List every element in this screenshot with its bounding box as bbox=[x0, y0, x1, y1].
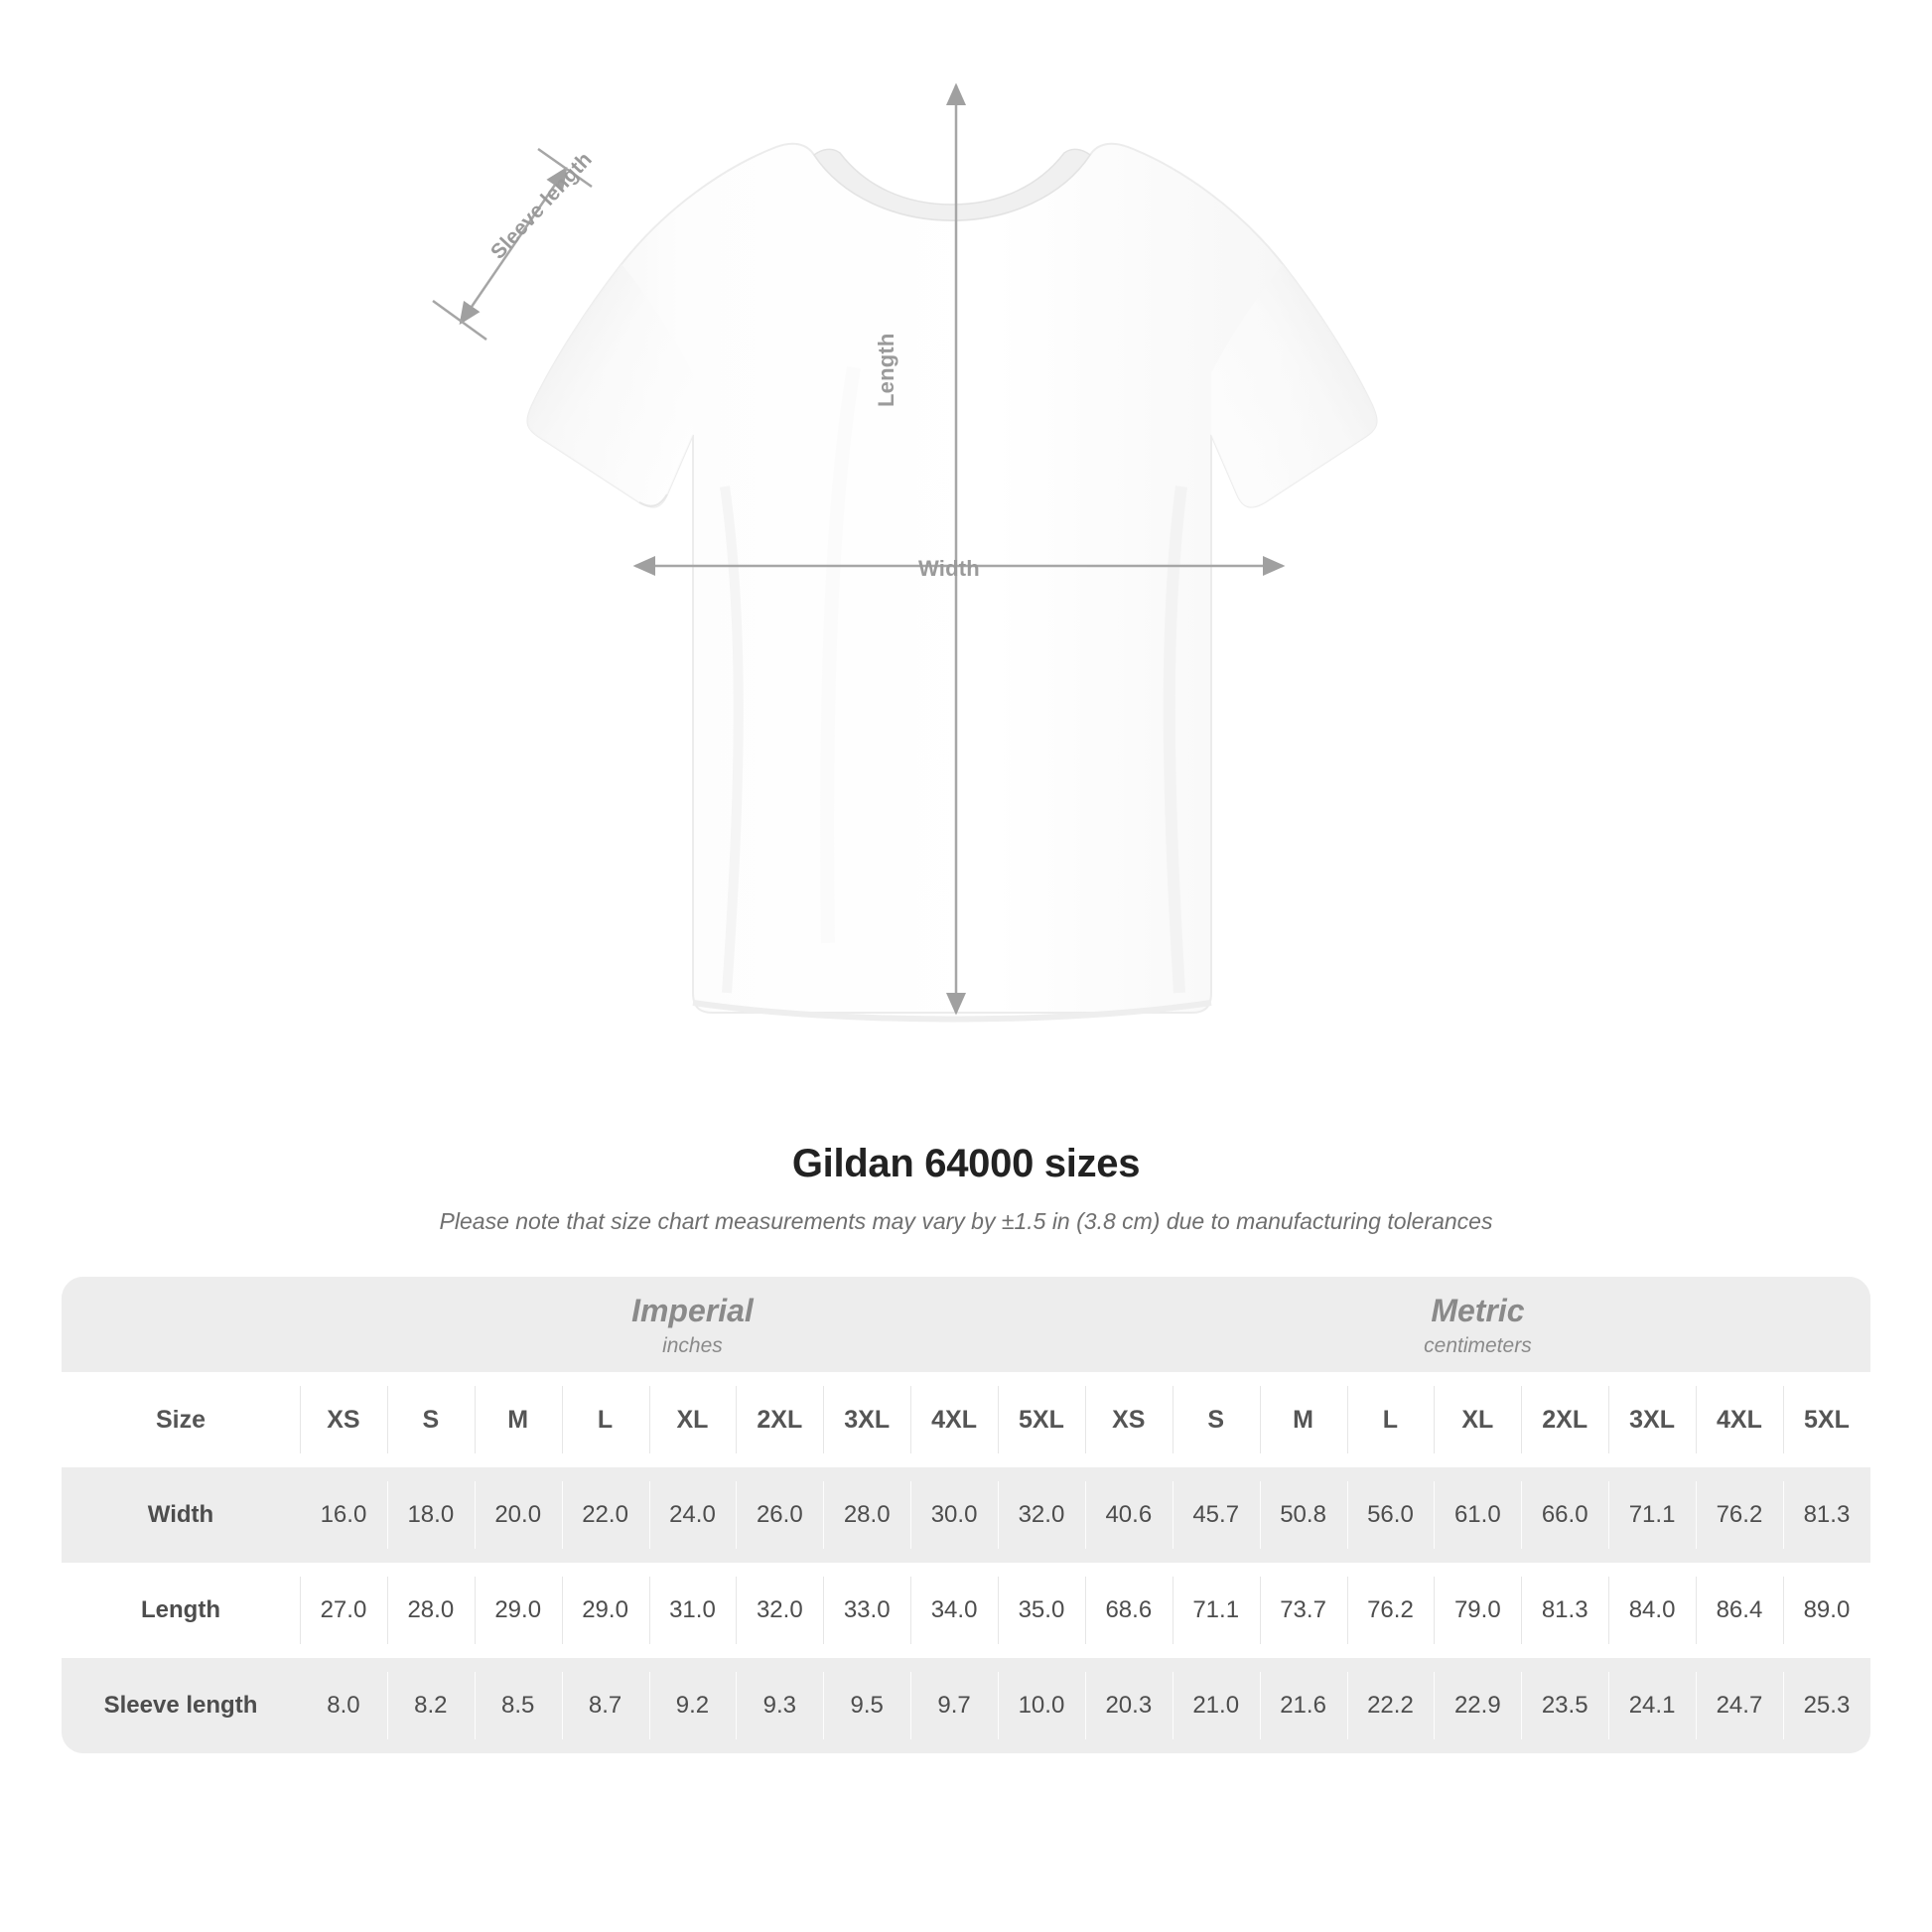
length-imperial-4xl: 34.0 bbox=[910, 1563, 998, 1658]
size-header-imperial-l: L bbox=[562, 1372, 649, 1467]
metric-header bbox=[1085, 1277, 1870, 1372]
size-header-metric-xl: XL bbox=[1434, 1372, 1521, 1467]
width-imperial-s: 18.0 bbox=[387, 1467, 475, 1563]
metric-unit-label: centimeters bbox=[1424, 1334, 1532, 1357]
size-header-imperial-3xl: 3XL bbox=[823, 1372, 910, 1467]
width-imperial-5xl: 32.0 bbox=[998, 1467, 1085, 1563]
sleeve-metric-xl: 22.9 bbox=[1434, 1658, 1521, 1753]
width-metric-s: 45.7 bbox=[1173, 1467, 1260, 1563]
tolerance-note: Please note that size chart measurements may vary by ±1.5 in (3.8 cm) due to manufacturing tolerances bbox=[439, 1208, 1493, 1234]
page-title: Gildan 64000 sizes bbox=[791, 1142, 1141, 1185]
length-metric-3xl: 84.0 bbox=[1608, 1563, 1696, 1658]
sleeve-imperial-l: 8.7 bbox=[562, 1658, 649, 1753]
table-row bbox=[62, 1658, 1870, 1753]
length-imperial-5xl: 35.0 bbox=[998, 1563, 1085, 1658]
table-row bbox=[62, 1563, 1870, 1658]
width-metric-4xl: 76.2 bbox=[1696, 1467, 1783, 1563]
width-metric-2xl: 66.0 bbox=[1521, 1467, 1608, 1563]
sleeve-length-dimension-label: Sleeve length bbox=[486, 148, 597, 264]
size-header-imperial-2xl: 2XL bbox=[736, 1372, 823, 1467]
sleeve-imperial-xl: 9.2 bbox=[649, 1658, 737, 1753]
width-imperial-4xl: 30.0 bbox=[910, 1467, 998, 1563]
width-metric-xs: 40.6 bbox=[1085, 1467, 1173, 1563]
length-dimension-label: Length bbox=[874, 333, 898, 407]
sleeve-imperial-5xl: 10.0 bbox=[998, 1658, 1085, 1753]
size-header-metric-5xl: 5XL bbox=[1783, 1372, 1870, 1467]
size-header-metric-4xl: 4XL bbox=[1696, 1372, 1783, 1467]
size-header-metric-l: L bbox=[1347, 1372, 1435, 1467]
unit-header-spacer bbox=[62, 1277, 300, 1372]
width-imperial-xl: 24.0 bbox=[649, 1467, 737, 1563]
size-corner-label: Size bbox=[62, 1372, 300, 1467]
metric-system-label: Metric bbox=[1431, 1293, 1525, 1328]
size-header-imperial-xs: XS bbox=[300, 1372, 387, 1467]
sleeve-imperial-m: 8.5 bbox=[475, 1658, 562, 1753]
size-header-metric-2xl: 2XL bbox=[1521, 1372, 1608, 1467]
length-metric-5xl: 89.0 bbox=[1783, 1563, 1870, 1658]
length-metric-xl: 79.0 bbox=[1434, 1563, 1521, 1658]
size-header-metric-m: M bbox=[1260, 1372, 1347, 1467]
length-imperial-xl: 31.0 bbox=[649, 1563, 737, 1658]
sleeve-metric-s: 21.0 bbox=[1173, 1658, 1260, 1753]
imperial-unit-label: inches bbox=[662, 1334, 723, 1357]
width-imperial-2xl: 26.0 bbox=[736, 1467, 823, 1563]
width-metric-3xl: 71.1 bbox=[1608, 1467, 1696, 1563]
width-metric-l: 56.0 bbox=[1347, 1467, 1435, 1563]
width-imperial-3xl: 28.0 bbox=[823, 1467, 910, 1563]
length-imperial-xs: 27.0 bbox=[300, 1563, 387, 1658]
size-table-container bbox=[62, 1277, 1870, 1753]
sleeve-metric-3xl: 24.1 bbox=[1608, 1658, 1696, 1753]
sleeve-metric-4xl: 24.7 bbox=[1696, 1658, 1783, 1753]
size-header-imperial-m: M bbox=[475, 1372, 562, 1467]
sleeve-imperial-xs: 8.0 bbox=[300, 1658, 387, 1753]
sleeve-metric-xs: 20.3 bbox=[1085, 1658, 1173, 1753]
width-metric-m: 50.8 bbox=[1260, 1467, 1347, 1563]
size-table bbox=[62, 1277, 1870, 1753]
sleeve-imperial-s: 8.2 bbox=[387, 1658, 475, 1753]
width-metric-5xl: 81.3 bbox=[1783, 1467, 1870, 1563]
size-header-imperial-4xl: 4XL bbox=[910, 1372, 998, 1467]
length-metric-l: 76.2 bbox=[1347, 1563, 1435, 1658]
size-header-metric-xs: XS bbox=[1085, 1372, 1173, 1467]
length-imperial-2xl: 32.0 bbox=[736, 1563, 823, 1658]
length-metric-m: 73.7 bbox=[1260, 1563, 1347, 1658]
width-metric-xl: 61.0 bbox=[1434, 1467, 1521, 1563]
sleeve-imperial-4xl: 9.7 bbox=[910, 1658, 998, 1753]
width-imperial-xs: 16.0 bbox=[300, 1467, 387, 1563]
size-header-row bbox=[62, 1372, 1870, 1467]
length-metric-4xl: 86.4 bbox=[1696, 1563, 1783, 1658]
row-label-length: Length bbox=[62, 1563, 300, 1658]
size-header-metric-3xl: 3XL bbox=[1608, 1372, 1696, 1467]
row-label-sleeve-length: Sleeve length bbox=[62, 1658, 300, 1753]
length-metric-xs: 68.6 bbox=[1085, 1563, 1173, 1658]
imperial-system-label: Imperial bbox=[631, 1293, 754, 1328]
size-header-metric-s: S bbox=[1173, 1372, 1260, 1467]
row-label-width: Width bbox=[62, 1467, 300, 1563]
size-header-imperial-5xl: 5XL bbox=[998, 1372, 1085, 1467]
sleeve-metric-m: 21.6 bbox=[1260, 1658, 1347, 1753]
width-imperial-m: 20.0 bbox=[475, 1467, 562, 1563]
imperial-header bbox=[300, 1277, 1085, 1372]
width-imperial-l: 22.0 bbox=[562, 1467, 649, 1563]
length-metric-2xl: 81.3 bbox=[1521, 1563, 1608, 1658]
size-header-imperial-xl: XL bbox=[649, 1372, 737, 1467]
length-imperial-l: 29.0 bbox=[562, 1563, 649, 1658]
table-row bbox=[62, 1467, 1870, 1563]
sleeve-metric-5xl: 25.3 bbox=[1783, 1658, 1870, 1753]
length-imperial-3xl: 33.0 bbox=[823, 1563, 910, 1658]
length-imperial-s: 28.0 bbox=[387, 1563, 475, 1658]
size-header-imperial-s: S bbox=[387, 1372, 475, 1467]
sleeve-imperial-2xl: 9.3 bbox=[736, 1658, 823, 1753]
length-imperial-m: 29.0 bbox=[475, 1563, 562, 1658]
width-dimension-label: Width bbox=[918, 556, 980, 581]
unit-header-row bbox=[62, 1277, 1870, 1372]
sleeve-metric-2xl: 23.5 bbox=[1521, 1658, 1608, 1753]
title-block bbox=[0, 1142, 1932, 1235]
length-metric-s: 71.1 bbox=[1173, 1563, 1260, 1658]
sleeve-imperial-3xl: 9.5 bbox=[823, 1658, 910, 1753]
sleeve-metric-l: 22.2 bbox=[1347, 1658, 1435, 1753]
